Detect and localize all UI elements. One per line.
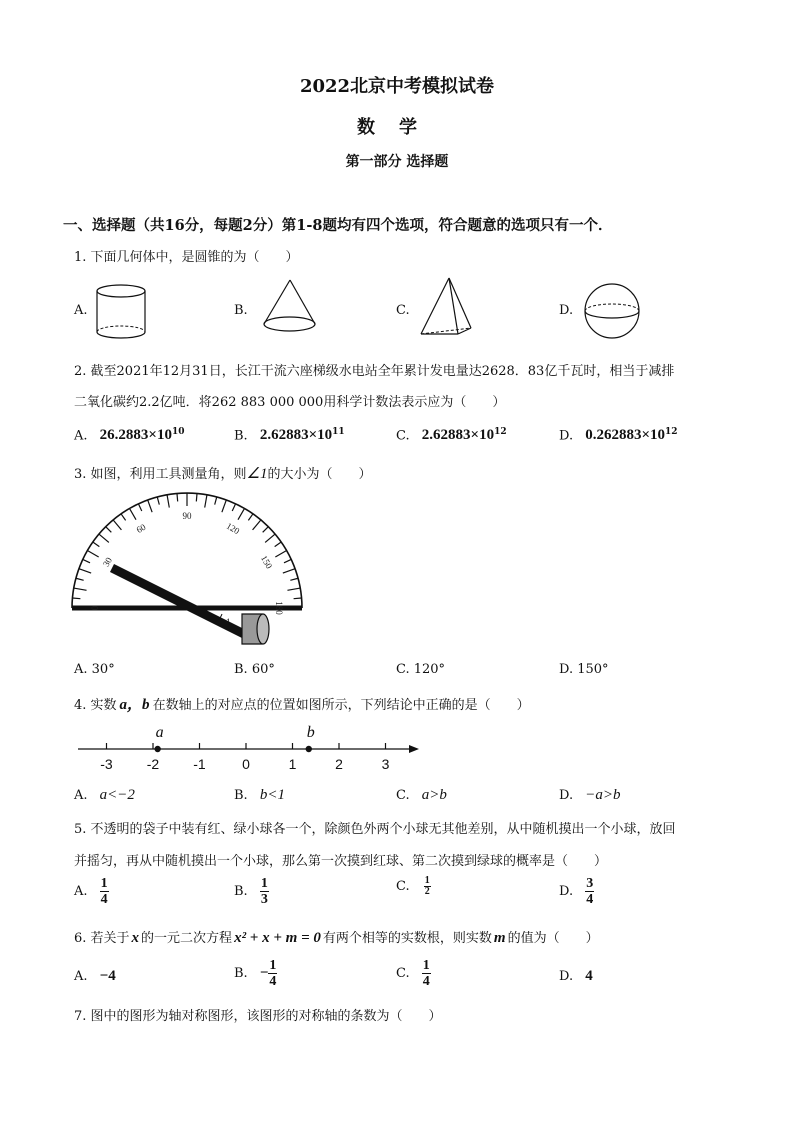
option-label: D. (559, 969, 574, 984)
protractor-tick (130, 508, 137, 519)
q4-option-c (396, 787, 447, 804)
q6-option-b (234, 958, 277, 989)
stem-text: 3. 如图，利用工具测量角，则 (74, 467, 247, 482)
protractor-tick (283, 569, 295, 573)
question-2-stem-line1: 2. 截至2021年12月31日，长江干流六座梯级水电站全年累计发电量达2628．83亿千瓦时，相当于减排 (74, 364, 675, 379)
axis-tick-label: 3 (381, 756, 390, 772)
q5-option-a (74, 876, 109, 907)
point-a-label: a (155, 724, 164, 741)
q6-option-d (559, 968, 593, 985)
q3-option-c: C. 120° (396, 662, 446, 677)
protractor-tick (275, 542, 282, 547)
denominator: 4 (422, 974, 430, 989)
fraction (260, 876, 269, 907)
q3-option-d: D. 150° (559, 662, 609, 677)
protractor-tick (290, 578, 298, 580)
protractor-tick (167, 495, 169, 508)
question-5-stem-line1: 5. 不透明的袋子中装有红、绿小球各一个，除颜色外两个小球无其他差别，从中随机摸出一个小球，放回 (74, 822, 676, 837)
number-line-figure (76, 718, 426, 778)
numerator: 1 (424, 875, 430, 886)
protractor-tick (148, 500, 152, 512)
q1-option-c-label: C. (396, 303, 410, 318)
q4-option-b (234, 787, 285, 804)
protractor-tick-label: 150 (258, 553, 275, 571)
option-label: B. (234, 884, 248, 899)
option-label: D. (559, 428, 574, 444)
protractor-figure (70, 490, 310, 650)
page-title: 2022北京中考模拟试卷 (299, 76, 495, 97)
option-label: B. (234, 428, 248, 444)
q4-option-a (74, 787, 135, 804)
pyramid-icon (418, 276, 478, 342)
protractor-tick (83, 559, 90, 562)
q2-option-d (559, 427, 678, 444)
protractor-tick-label: 0 (90, 605, 101, 611)
variable-x: x (131, 930, 140, 946)
protractor-tick-label: 120 (224, 520, 242, 537)
stem-text: 4. 实数 (74, 698, 117, 713)
part-title: 第一部分 选择题 (345, 154, 449, 170)
equation: x² + x + m = 0 (234, 930, 321, 946)
axis-tick-label: -3 (100, 756, 113, 772)
protractor-tick (284, 559, 291, 562)
protractor-tick (74, 588, 87, 590)
axis-arrow (409, 745, 419, 753)
protractor-tick (99, 534, 109, 542)
cone-icon (260, 277, 320, 335)
question-7-stem: 7. 图中的图形为轴对称图形，该图形的对称轴的条数为（ ） (74, 1009, 442, 1024)
fraction (268, 958, 277, 989)
option-expression: b<1 (259, 787, 285, 803)
protractor-tick (287, 588, 300, 590)
option-expression: a<−2 (99, 787, 135, 803)
option-expression: a>b (421, 787, 447, 803)
point-b-label: b (306, 724, 315, 741)
option-mantissa: 2.62883×10 (421, 427, 495, 444)
protractor-tick (157, 497, 159, 505)
fraction (585, 876, 594, 907)
stem-text: 6. 若关于 (74, 931, 130, 946)
q1-option-b-label: B. (234, 303, 248, 318)
point-b-dot (306, 746, 312, 752)
option-label: D. (559, 884, 574, 899)
option-label: A. (74, 884, 88, 899)
q3-option-a: A. 30° (74, 662, 115, 677)
protractor-tick (275, 551, 286, 558)
stem-text: 的大小为（ ） (267, 467, 372, 482)
angle-label: 1 (226, 617, 231, 627)
question-5-stem-line2: 并摇匀，再从中随机摸出一个小球，那么第一次摸到红球、第二次摸到绿球的概率是（ ） (74, 854, 608, 869)
option-value: −4 (99, 968, 116, 984)
option-label: D. (559, 788, 574, 803)
ruler-bar (112, 568, 256, 640)
subject-title: 数学 (357, 117, 441, 138)
protractor-tick (138, 504, 141, 511)
protractor-tick-label: 60 (134, 521, 148, 535)
axis-tick-label: -1 (193, 756, 206, 772)
protractor-tick (253, 520, 261, 530)
option-label: A. (74, 788, 88, 803)
variables: a，b (119, 697, 150, 713)
protractor-tick (72, 598, 80, 599)
protractor-tick (87, 551, 98, 558)
option-mantissa: 2.62883×10 (259, 427, 333, 444)
angle-symbol: ∠1 (246, 466, 268, 482)
stem-text: 的值为（ ） (507, 931, 599, 946)
axis-tick-label: -2 (146, 756, 160, 772)
protractor-tick (263, 527, 269, 533)
question-6-stem (74, 927, 599, 947)
option-exponent: 12 (494, 427, 507, 437)
option-label: A. (74, 428, 88, 444)
option-label: B. (234, 966, 248, 981)
option-label: C. (396, 788, 410, 803)
protractor-tick-label: 30 (100, 555, 114, 569)
protractor-tick (232, 504, 235, 511)
protractor-tick (79, 569, 91, 573)
option-label: B. (234, 788, 248, 803)
option-exponent: 11 (332, 427, 345, 437)
question-2-stem-line2: 二氧化碳约2.2亿吨．将262 883 000 000用科学计数法表示应为（ ） (74, 395, 506, 410)
q6-option-c (396, 958, 431, 989)
denominator: 4 (100, 892, 108, 907)
protractor-tick (177, 493, 178, 501)
denominator: 4 (269, 974, 277, 989)
q2-option-a (74, 427, 185, 444)
q4-option-d (559, 787, 620, 804)
protractor-tick (93, 542, 100, 547)
option-exponent: 12 (665, 427, 678, 437)
axis-tick-label: 2 (335, 756, 343, 772)
q5-option-b (234, 876, 269, 907)
option-value: 4 (585, 968, 593, 984)
axis-tick-label: 1 (288, 756, 297, 772)
stem-text: 有两个相等的实数根，则实数 (322, 931, 492, 946)
variable-m: m (493, 930, 506, 946)
protractor-tick-label: 180 (273, 601, 284, 615)
numerator: 1 (269, 958, 277, 973)
q5-option-c (396, 876, 431, 897)
denominator: 2 (424, 886, 430, 897)
protractor-tick (215, 497, 217, 505)
protractor-tick (238, 508, 245, 519)
stem-text: 的一元二次方程 (141, 931, 233, 946)
axis-tick-label: 0 (242, 756, 250, 772)
numerator: 1 (100, 876, 108, 891)
question-1-stem: 1. 下面几何体中，是圆锥的为（ ） (74, 250, 299, 265)
q5-option-d (559, 876, 594, 907)
numerator: 1 (422, 958, 430, 973)
fraction (422, 958, 431, 989)
option-label: C. (396, 428, 410, 444)
q3-option-b: B. 60° (234, 662, 275, 677)
denominator: 4 (586, 892, 594, 907)
protractor-tick (205, 495, 207, 508)
stem-text: 在数轴上的对应点的位置如图所示，下列结论中正确的是（ ） (152, 698, 530, 713)
option-exponent: 10 (171, 427, 185, 437)
sphere-icon (582, 282, 644, 342)
denominator: 3 (260, 892, 268, 907)
protractor-tick (121, 514, 126, 521)
protractor-tick (248, 514, 253, 521)
protractor-tick-label: 90 (182, 511, 192, 522)
option-label: A. (74, 969, 88, 984)
protractor-tick (294, 598, 302, 599)
protractor-tick (196, 493, 197, 501)
option-label: C. (396, 966, 410, 981)
q1-option-a-label: A. (74, 303, 88, 318)
protractor-tick (265, 534, 275, 542)
numerator: 3 (586, 876, 594, 891)
q6-option-a (74, 968, 116, 985)
protractor-tick (106, 527, 112, 533)
point-a-dot (154, 746, 160, 752)
cylinder-icon (94, 282, 150, 342)
q1-option-d-label: D. (559, 303, 574, 318)
option-mantissa: 0.262883×10 (585, 427, 666, 444)
q2-option-c (396, 427, 507, 444)
question-4-stem (74, 693, 530, 714)
option-sign: − (259, 965, 269, 981)
option-label: C. (396, 879, 410, 894)
section-heading: 一、选择题（共16分，每题2分）第1-8题均有四个选项，符合题意的选项只有一个． (63, 217, 613, 234)
option-mantissa: 26.2883×10 (99, 427, 172, 444)
question-3-stem (74, 463, 372, 483)
fraction (100, 876, 109, 907)
q2-option-b (234, 427, 345, 444)
protractor-tick (113, 520, 121, 530)
fraction (424, 876, 431, 897)
protractor-tick (222, 500, 226, 512)
ruler-handle-end (257, 614, 269, 644)
numerator: 1 (260, 876, 268, 891)
protractor-tick (76, 578, 84, 580)
option-expression: −a>b (585, 787, 621, 803)
